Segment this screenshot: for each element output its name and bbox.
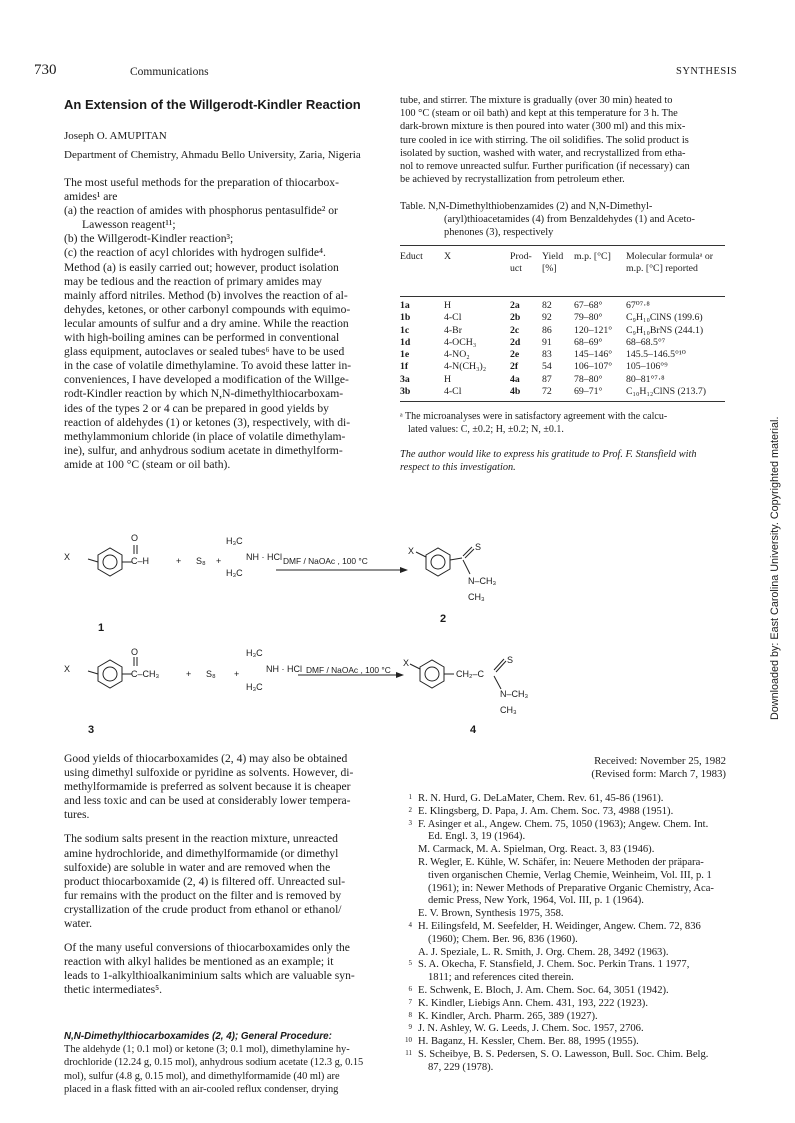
table-caption <box>400 200 730 240</box>
para-line: Of the many useful conversions of thiocarboxamides only the <box>64 941 350 955</box>
para-line: ine), sulfur, and anhydrous sodium acetate in dimethylform- <box>64 443 343 457</box>
para-line: using dimethyl sulfoxide or pyridine as solvents. However, di- <box>64 766 354 780</box>
col-header: Educt <box>400 251 423 262</box>
table-row <box>398 337 720 349</box>
list-item-a-cont: Lawesson reagent¹¹; <box>82 218 176 232</box>
reference-number: 4 <box>408 920 412 929</box>
proc-line: The aldehyde (1; 0.1 mol) or ketone (3; 0.1 mol), dimethylamine hy- <box>64 1044 350 1056</box>
para-line: mainly afford nitriles. Method (b) involves the reaction of al- <box>64 288 348 302</box>
n-methyl: N–CH₃ <box>500 689 529 699</box>
reference-number: 7 <box>408 997 412 1006</box>
x-substituent: X <box>64 664 71 674</box>
table-row <box>398 386 720 398</box>
reference-line: K. Kindler, Liebigs Ann. Chem. 431, 193, 222 (1923). <box>418 997 648 1009</box>
reference-line: Ed. Engl. 3, 19 (1964). <box>428 831 526 843</box>
reference-line: E. Schwenk, E. Bloch, J. Am. Chem. Soc. 64, 3051 (1942). <box>418 984 669 996</box>
table-cell: C₉H₁₀ClNS (199.6) <box>626 312 703 324</box>
table-cell: 92 <box>542 312 552 324</box>
table-cell: 82 <box>542 300 552 311</box>
para-line: sulfoxide) are soluble in water and are removed when the <box>64 860 331 874</box>
n-methyl: N–CH₃ <box>468 576 497 586</box>
para-line: Good yields of thiocarboxamides (2, 4) may also be obtained <box>64 752 348 765</box>
table-cell: 54 <box>542 361 552 373</box>
para-line: tures. <box>64 808 90 822</box>
amine-hcl: NH · HCl <box>246 552 282 562</box>
para-line: reaction with alkyl halides be mentioned as an example; it <box>64 955 334 969</box>
table-cell: 67–68° <box>574 300 603 311</box>
reference-line: R. Wegler, E. Kühle, W. Schäfer, in: Neuere Methoden der präpara- <box>418 856 704 868</box>
table-cell: C₁₀H₁₂ClNS (213.7) <box>626 386 707 398</box>
arrow-head-icon <box>396 672 404 678</box>
thio-sulfur: S <box>475 542 482 552</box>
para-line: may be tedious and the reaction of primary amides may <box>64 274 322 288</box>
reference-line: H. Eilingsfeld, M. Seefelder, H. Weidinger, Angew. Chem. 72, 836 <box>418 920 701 932</box>
reference-number: 5 <box>408 959 412 968</box>
reference-number: 6 <box>408 984 412 993</box>
data-table <box>398 251 720 276</box>
table-row <box>398 349 720 361</box>
article-title: An Extension of the Willgerodt-Kindler Reaction <box>64 97 361 112</box>
reference-line: A. J. Speziale, L. R. Smith, J. Org. Chem. 28, 3492 (1963). <box>418 946 669 958</box>
col-header: m.p. [°C] <box>574 251 611 262</box>
reference-item <box>400 921 735 959</box>
reference-line: (1961); in: Newer Methods of Preparative Organic Chemistry, Aca- <box>428 882 714 894</box>
references-list <box>400 793 735 1075</box>
reference-number: 1 <box>408 793 412 801</box>
author: Joseph O. AMUPITAN <box>64 130 167 142</box>
caption-line: Table. N,N-Dimethylthiobenzamides (2) and N,N-Dimethyl- <box>400 201 653 212</box>
journal-name: SYNTHESIS <box>676 66 738 77</box>
table-cell: 145.5–146.5°¹⁰ <box>626 349 686 361</box>
reaction-conditions: DMF / NaOAc , 100 °C <box>283 556 368 566</box>
lower-left-text <box>64 752 394 998</box>
table-cell: 87 <box>542 373 552 385</box>
para-line: amine hydrochloride, and dimethylformamide (or dimethyl <box>64 846 339 860</box>
para-line: leads to 1-alkylthioalkaniminium salts which are valuable syn- <box>64 969 355 983</box>
reference-line: (1960); Chem. Ber. 96, 836 (1960). <box>428 933 578 945</box>
footnote-line: ᵃ The microanalyses were in satisfactory agreement with the calcu- <box>400 411 668 422</box>
table-cell: 83 <box>542 349 552 361</box>
amine-hcl: NH · HCl <box>266 664 302 674</box>
table-cell: 2a <box>510 300 520 311</box>
compound-label-3: 3 <box>88 724 95 736</box>
table-cell: 4-OCH₃ <box>444 336 477 348</box>
proc-line: ture cooled in ice with stirring. The oil solidifies. The solid product is <box>400 134 689 146</box>
ack-line: The author would like to express his gratitude to Prof. F. Stansfield with <box>400 449 697 460</box>
para-line: conveniences, I have developed a modification of the Willge- <box>64 373 349 387</box>
proc-line: mol), sulfur (4.8 g, 0.15 mol), and dimethylformamide (40 ml) are <box>64 1070 340 1082</box>
table-rule-top <box>400 245 725 246</box>
reference-line: 1811; and references cited therein. <box>428 972 574 984</box>
reference-line: H. Baganz, H. Kessler, Chem. Ber. 88, 1995 (1955). <box>418 1036 639 1048</box>
benzene-ring-icon <box>98 660 122 688</box>
table-cell: 4b <box>510 386 521 398</box>
aldehyde-ch: C–H <box>131 556 150 566</box>
x-substituent: X <box>403 658 410 668</box>
para-line: methylformamide is preferred as solvent because it is cheaper <box>64 780 351 794</box>
methyl-top: H₃C <box>246 648 263 658</box>
caption-line: phenones (3), respectively <box>444 227 554 239</box>
bond <box>410 664 420 669</box>
para-line: Method (a) is easily carried out; however, product isolation <box>64 260 339 274</box>
reference-item <box>400 1023 735 1036</box>
reference-line: S. A. Okecha, F. Stansfield, J. Chem. Soc. Perkin Trans. 1 1977, <box>418 959 690 971</box>
reference-line: demic Press, New York, 1964, Vol. III, p. 1 (1964). <box>428 895 644 907</box>
table-row <box>398 312 720 324</box>
table-cell: 78–80° <box>574 373 603 385</box>
methyl-bottom: H₃C <box>226 568 243 578</box>
x-substituent: X <box>408 546 415 556</box>
reference-item <box>400 793 735 806</box>
list-item-c: (c) the reaction of acyl chlorides with hydrogen sulfide⁴. <box>64 246 326 260</box>
col-header: Prod-uct <box>510 251 532 275</box>
reaction-conditions: DMF / NaOAc , 100 °C <box>306 665 391 675</box>
bond <box>465 549 474 558</box>
table-cell: 2e <box>510 349 520 361</box>
table-cell: 1a <box>400 300 410 311</box>
bond <box>416 552 426 557</box>
reference-line: R. N. Hurd, G. DeLaMater, Chem. Rev. 61, 45-86 (1961). <box>418 793 664 804</box>
x-substituent: X <box>64 552 71 562</box>
table-cell: 72 <box>542 386 552 398</box>
proc-line: placed in a flask fitted with an air-cooled reflux condenser, drying <box>64 1083 339 1095</box>
methyl: CH₃ <box>468 592 485 602</box>
table-row <box>398 325 720 337</box>
para-line: ides of the types 2 or 4 can be prepared in good yields by <box>64 401 329 415</box>
table-cell: 2f <box>510 361 519 373</box>
compound-label-4: 4 <box>470 724 477 736</box>
sulfur: S₈ <box>206 669 216 679</box>
section-name: Communications <box>130 66 209 78</box>
methyl-bottom: H₃C <box>246 682 263 692</box>
proc-line: be achieved by recrystallization from petroleum ether. <box>400 174 625 186</box>
table-cell: 3b <box>400 386 411 398</box>
proc-line: drochloride (12.24 g, 0.15 mol), anhydrous sodium acetate (12.3 g, 0.15 <box>64 1057 364 1069</box>
proc-line: tube, and stirrer. The mixture is gradually (over 30 min) heated to <box>400 95 673 106</box>
table-cell: 68–68.5°⁷ <box>626 336 666 348</box>
table-cell: 68–69° <box>574 336 603 348</box>
carbonyl-oxygen: O <box>131 647 139 657</box>
received-date: Received: November 25, 1982 <box>594 755 726 767</box>
table-rule-mid <box>400 296 725 297</box>
table-footnote <box>400 410 730 436</box>
download-notice: Downloaded by: East Carolina University. Copyrighted material. <box>769 416 781 720</box>
methyl-top: H₃C <box>226 536 243 546</box>
table-cell: 67⁰⁷·⁸ <box>626 300 650 311</box>
table-cell: H <box>444 300 452 311</box>
reference-item <box>400 819 735 921</box>
para-line: reaction of aldehydes (1) or ketones (3), respectively, with di- <box>64 415 351 429</box>
table-cell: 1e <box>400 349 410 361</box>
sulfur: S₈ <box>196 556 206 566</box>
table-cell: 1c <box>400 324 410 336</box>
table-cell: 1b <box>400 312 411 324</box>
table-rule-bottom <box>400 401 725 402</box>
para-line: thetic intermediates⁵. <box>64 983 163 997</box>
reference-number: 8 <box>408 1010 412 1019</box>
reference-line: E. V. Brown, Synthesis 1975, 358. <box>418 908 564 920</box>
reference-line: J. N. Ashley, W. G. Leeds, J. Chem. Soc. 1957, 2706. <box>418 1023 644 1035</box>
col-header: Yield [%] <box>542 251 564 275</box>
list-item-a: (a) the reaction of amides with phosphorus pentasulfide² or <box>64 204 338 218</box>
reference-item <box>400 806 735 819</box>
caption-line: (aryl)thioacetamides (4) from Benzaldehydes (1) and Aceto- <box>444 214 696 226</box>
table-cell: 4-N(CH₃)₂ <box>444 361 487 373</box>
table-row <box>398 361 720 373</box>
bond <box>463 547 472 556</box>
revised-date: (Revised form: March 7, 1983) <box>591 768 726 780</box>
reference-number: 3 <box>408 818 412 827</box>
download-sidebar <box>769 300 785 720</box>
table-cell: 3a <box>400 373 410 385</box>
procedure-title: N,N-Dimethylthiocarboxamides (2, 4); General Procedure: <box>64 1031 332 1042</box>
table-cell: 2b <box>510 312 521 324</box>
table-cell: 69–71° <box>574 386 603 398</box>
para-line: fur remains with the product on the filter and is removed by <box>64 888 342 902</box>
intro-line: The most useful methods for the preparation of thiocarbox- <box>64 176 339 189</box>
col-header: Molecular formulaᵃ or m.p. [°C] reported <box>626 251 714 275</box>
para-line: amide at 100 °C (steam or oil bath). <box>64 457 231 471</box>
list-item-b: (b) the Willgerodt-Kindler reaction³; <box>64 232 234 246</box>
reference-item <box>400 1011 735 1024</box>
para-line: crystallization of the crude product from ethanol or ethanol/ <box>64 902 342 916</box>
received-block <box>560 755 726 781</box>
footnote-line: lated values: C, ±0.2; H, ±0.2; N, ±0.1. <box>408 424 564 436</box>
bond <box>450 558 462 560</box>
table-cell: 1f <box>400 361 409 373</box>
bond <box>88 559 98 562</box>
table-header-row <box>398 251 720 276</box>
table-cell: 86 <box>542 324 552 336</box>
ack-line: respect to this investigation. <box>400 462 516 474</box>
table-row <box>398 374 720 386</box>
plus-sign: + <box>234 669 240 679</box>
para-line: with high-boiling amines can be performed in conventional <box>64 331 340 345</box>
page-number: 730 <box>34 62 57 78</box>
table-cell: 105–106°⁹ <box>626 361 668 373</box>
reference-line: F. Asinger et al., Angew. Chem. 75, 1050 (1963); Angew. Chem. Int. <box>418 818 709 830</box>
table-cell: 2d <box>510 336 521 348</box>
procedure-continued <box>400 94 730 186</box>
methyl: CH₃ <box>500 705 517 715</box>
table-cell: 1d <box>400 336 411 348</box>
ch2-c: CH₂–C <box>456 669 484 679</box>
proc-line: 100 °C (steam or oil bath) and kept at this temperature for 3 h. The <box>400 108 678 120</box>
table-cell: 79–80° <box>574 312 603 324</box>
table-row <box>398 300 720 312</box>
reference-number: 2 <box>408 805 412 814</box>
reference-item <box>400 985 735 998</box>
proc-line: isolated by suction, washed with water, and recrystallized from etha- <box>400 147 686 159</box>
table-cell: 4a <box>510 373 520 385</box>
data-table-body <box>398 300 720 398</box>
affiliation: Department of Chemistry, Ahmadu Bello University, Zaria, Nigeria <box>64 149 361 161</box>
table-cell: 4-Br <box>444 324 462 336</box>
para-line: methylammonium chloride (in place of volatile dimethylam- <box>64 429 346 443</box>
reference-item <box>400 1036 735 1049</box>
thio-sulfur: S <box>507 655 514 665</box>
table-cell: 2c <box>510 324 520 336</box>
bond <box>463 560 470 574</box>
table-cell: H <box>444 373 452 385</box>
compound-label-1: 1 <box>98 622 105 634</box>
reference-line: K. Kindler, Arch. Pharm. 265, 389 (1927). <box>418 1010 598 1022</box>
arrow-head-icon <box>400 567 408 573</box>
reference-number: 10 <box>405 1036 412 1045</box>
col-header: X <box>444 251 452 262</box>
table-cell: 145–146° <box>574 349 613 361</box>
general-procedure <box>64 1030 394 1096</box>
reference-line: tiven organischen Chemie, Verlag Chemie, Weinheim, Vol. III, p. 1 <box>428 869 712 881</box>
table-cell: 4-Cl <box>444 312 462 324</box>
table-cell: 91 <box>542 336 552 348</box>
plus-sign: + <box>216 556 222 566</box>
table-cell: 120–121° <box>574 324 613 336</box>
para-line: rodt-Kindler reaction by which N,N-dimethylthiocarboxam- <box>64 387 344 401</box>
reference-line: 87, 229 (1978). <box>428 1061 494 1073</box>
proc-line: dark-brown mixture is then poured into water (300 ml) and this mix- <box>400 121 686 133</box>
proc-line: nol to remove unreacted sulfur. Further purification (if necessary) can <box>400 161 690 173</box>
intro-line: amides¹ are <box>64 190 118 204</box>
plus-sign: + <box>186 669 192 679</box>
table-cell: 4-Cl <box>444 386 462 398</box>
table-cell: 106–107° <box>574 361 613 373</box>
reference-line: S. Scheibye, B. S. Pedersen, S. O. Lawesson, Bull. Soc. Chim. Belg. <box>418 1048 709 1060</box>
compound-label-2: 2 <box>440 613 447 625</box>
benzene-ring-icon <box>98 548 122 576</box>
para-line: dehydes, ketones, or other carbonyl compounds with equimo- <box>64 302 351 316</box>
bond <box>494 676 501 689</box>
reference-line: M. Carmack, M. A. Spielman, Org. React. 3, 83 (1946). <box>418 844 655 856</box>
table-cell: C₉H₁₀BrNS (244.1) <box>626 324 704 336</box>
reference-line: E. Klingsberg, D. Papa, J. Am. Chem. Soc. 73, 4988 (1951). <box>418 805 674 817</box>
carbonyl-oxygen: O <box>131 533 139 543</box>
para-line: and less toxic and can be used at considerably lower tempera- <box>64 794 351 808</box>
reference-item <box>400 959 735 985</box>
para-line: product thiocarboxamide (2, 4) is filtered off. Unreacted sul- <box>64 874 346 888</box>
acknowledgement <box>400 448 730 474</box>
para-line: in the case of volatile dimethylamine. To avoid these latter in- <box>64 359 352 373</box>
para-line: The sodium salts present in the reaction mixture, unreacted <box>64 832 338 846</box>
plus-sign: + <box>176 556 182 566</box>
reference-number: 9 <box>408 1023 412 1032</box>
table-cell: 4-NO₂ <box>444 349 470 361</box>
benzene-ring-icon <box>426 548 450 576</box>
intro-block <box>64 176 394 472</box>
ketone-cch3: C–CH₃ <box>131 669 160 679</box>
para-line: water. <box>64 917 93 931</box>
reference-item <box>400 998 735 1011</box>
para-line: glass equipment, autoclaves or sealed tubes⁶ have to be used <box>64 345 345 359</box>
reference-item <box>400 1049 735 1075</box>
reference-number: 11 <box>405 1048 412 1057</box>
para-line: lecular amounts of sulfur and a dry amine. While the reaction <box>64 316 349 330</box>
benzene-ring-icon <box>420 660 444 688</box>
table-cell: 80–81°⁷·⁸ <box>626 373 665 385</box>
bond <box>88 671 98 674</box>
